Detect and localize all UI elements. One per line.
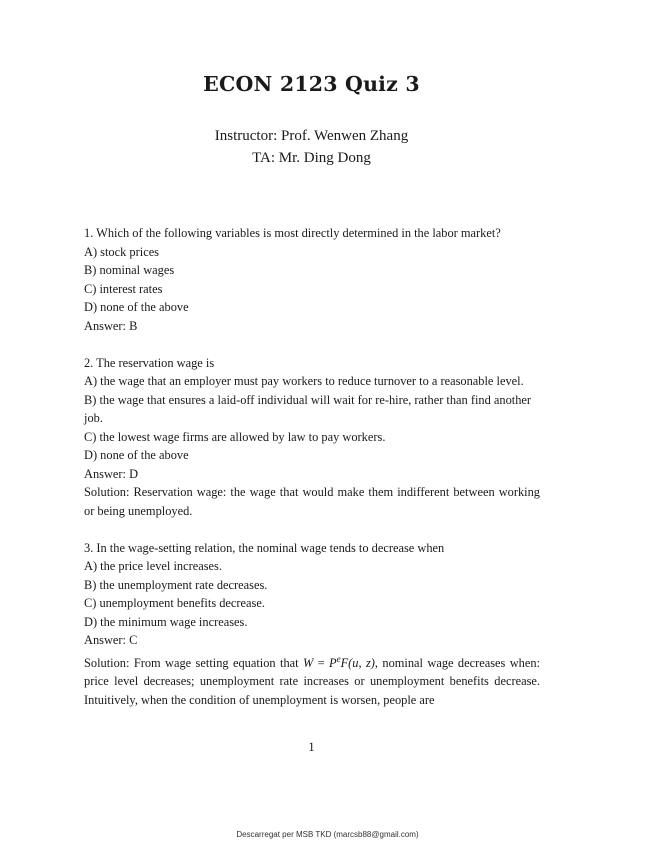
option: D) none of the above <box>84 448 189 462</box>
answer: Answer: C <box>84 633 138 647</box>
option: B) the unemployment rate decreases. <box>84 577 268 592</box>
math-e-superscript: e <box>336 653 341 664</box>
option: D) none of the above <box>84 300 189 314</box>
solution-prefix: Solution: From wage setting equation that <box>84 655 303 670</box>
solution: Solution: Reservation wage: the wage that would make them indifferent between working or being unemployed. <box>84 485 540 518</box>
option: A) the price level increases. <box>84 559 222 573</box>
quiz-content <box>84 224 540 709</box>
solution-suffix: , nominal wage decreases when: price level decreases; unemployment rate increases or unemployment benefits decrease. Intuitively, when the condition of unemployment is worsen, people are <box>84 655 541 707</box>
option: C) interest rates <box>84 281 163 296</box>
math-p: P <box>329 655 337 670</box>
option: B) the wage that ensures a laid-off individual will wait for re-hire, rather than find another job. <box>84 392 532 425</box>
quiz-title: ECON 2123 Quiz 3 <box>203 72 420 96</box>
question-2 <box>84 354 540 521</box>
math-equals: = <box>313 655 330 670</box>
instructor-line: Instructor: Prof. Wenwen Zhang <box>214 128 409 144</box>
option: C) the lowest wage firms are allowed by law to pay workers. <box>84 429 386 444</box>
option: B) nominal wages <box>84 263 175 277</box>
page-number: 1 <box>308 739 315 754</box>
question-1 <box>84 224 540 335</box>
option: C) unemployment benefits decrease. <box>84 596 265 610</box>
question-text: 2. The reservation wage is <box>84 355 215 370</box>
math-w: W <box>302 655 314 670</box>
question-text: 1. Which of the following variables is most directly determined in the labor market? <box>84 226 501 240</box>
question-text: 3. In the wage-setting relation, the nominal wage tends to decrease when <box>84 540 445 555</box>
option: A) the wage that an employer must pay workers to reduce turnover to a reasonable level. <box>84 374 524 388</box>
answer: Answer: B <box>84 318 138 333</box>
solution <box>84 650 540 710</box>
math-f: F <box>340 655 349 670</box>
ta-line: TA: Mr. Ding Dong <box>252 150 371 166</box>
download-footer: Descarregat per MSB TKD (marcsb88@gmail.com) <box>236 830 419 839</box>
option: D) the minimum wage increases. <box>84 614 248 629</box>
question-3 <box>84 539 540 710</box>
answer: Answer: D <box>84 466 139 481</box>
option: A) stock prices <box>84 244 160 259</box>
math-args: (u, z) <box>348 655 375 670</box>
